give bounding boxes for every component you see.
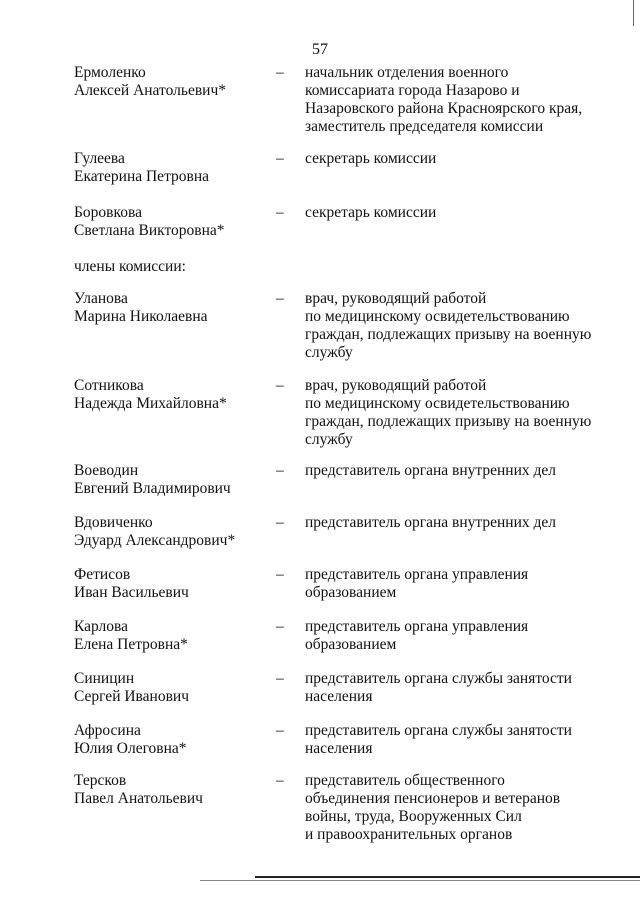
- scan-edge-mark: [633, 0, 634, 26]
- member-role-line: представитель общественного: [305, 772, 505, 789]
- member-role-line: врач, руководящий работой: [305, 377, 487, 394]
- member-role: [305, 566, 605, 602]
- member-surname: Карлова: [74, 618, 129, 635]
- member-given-names: Эдуард Александрович*: [74, 532, 236, 549]
- member-surname: Вдовиченко: [74, 514, 153, 531]
- member-role: [305, 64, 605, 136]
- member-given-names: Елена Петровна*: [74, 636, 188, 653]
- member-role: [305, 377, 605, 449]
- member-role: [305, 462, 605, 480]
- dash-separator: –: [276, 462, 284, 479]
- member-role: [305, 150, 605, 168]
- member-role: [305, 618, 605, 654]
- member-role-line: Назаровского района Красноярского края,: [305, 100, 583, 117]
- member-surname: Фетисов: [74, 566, 131, 583]
- dash-separator: –: [276, 670, 284, 687]
- member-role: [305, 204, 605, 222]
- member-given-names: Юлия Олеговна*: [74, 740, 187, 757]
- member-name: [74, 290, 274, 326]
- member-surname: Афросина: [74, 722, 141, 739]
- member-name: [74, 150, 274, 186]
- member-role-line: граждан, подлежащих призыву на военную: [305, 326, 592, 343]
- member-surname: Сотникова: [74, 377, 144, 394]
- member-role-line: врач, руководящий работой: [305, 290, 487, 307]
- member-given-names: Марина Николаевна: [74, 308, 208, 325]
- member-given-names: Екатерина Петровна: [74, 168, 210, 185]
- dash-separator: –: [276, 204, 284, 221]
- member-role-line: населения: [305, 740, 373, 757]
- member-role-line: начальник отделения военного: [305, 64, 509, 81]
- member-role-line: службу: [305, 431, 353, 448]
- member-surname: Терсков: [74, 772, 127, 789]
- member-role-line: секретарь комиссии: [305, 150, 437, 167]
- member-role-line: войны, труда, Вооруженных Сил: [305, 808, 522, 825]
- member-role: [305, 722, 605, 758]
- member-role-line: населения: [305, 688, 373, 705]
- bottom-rule: [255, 876, 640, 878]
- dash-separator: –: [276, 64, 284, 81]
- section-label-members: члены комиссии:: [74, 258, 186, 275]
- member-role-line: образованием: [305, 584, 397, 601]
- member-name: [74, 64, 274, 100]
- member-name: [74, 514, 274, 550]
- member-role-line: службу: [305, 344, 353, 361]
- member-role: [305, 514, 605, 532]
- bottom-rule-thin: [200, 880, 640, 881]
- member-surname: Уланова: [74, 290, 128, 307]
- dash-separator: –: [276, 514, 284, 531]
- member-name: [74, 462, 274, 498]
- member-role: [305, 670, 605, 706]
- member-role: [305, 290, 605, 362]
- member-name: [74, 566, 274, 602]
- member-role-line: комиссариата города Назарово и: [305, 82, 520, 99]
- member-name: [74, 204, 274, 240]
- page-number: 57: [312, 41, 328, 58]
- member-role-line: по медицинскому освидетельствованию: [305, 395, 570, 412]
- member-role: [305, 772, 605, 844]
- member-role-line: секретарь комиссии: [305, 204, 437, 221]
- member-name: [74, 772, 274, 808]
- member-given-names: Надежда Михайловна*: [74, 395, 227, 412]
- member-surname: Воеводин: [74, 462, 139, 479]
- dash-separator: –: [276, 150, 284, 167]
- member-role-line: объединения пенсионеров и ветеранов: [305, 790, 561, 807]
- member-role-line: представитель органа внутренних дел: [305, 462, 557, 479]
- dash-separator: –: [276, 772, 284, 789]
- member-name: [74, 377, 274, 413]
- dash-separator: –: [276, 290, 284, 307]
- member-name: [74, 670, 274, 706]
- member-role-line: представитель органа службы занятости: [305, 722, 572, 739]
- member-role-line: и правоохранительных органов: [305, 826, 513, 843]
- member-role-line: представитель органа внутренних дел: [305, 514, 557, 531]
- member-surname: Ермоленко: [74, 64, 146, 81]
- member-role-line: представитель органа управления: [305, 618, 529, 635]
- member-role-line: граждан, подлежащих призыву на военную: [305, 413, 592, 430]
- member-given-names: Иван Васильевич: [74, 584, 189, 601]
- dash-separator: –: [276, 618, 284, 635]
- member-role-line: заместитель председателя комиссии: [305, 118, 544, 135]
- member-role-line: представитель органа службы занятости: [305, 670, 572, 687]
- member-surname: Боровкова: [74, 204, 142, 221]
- member-given-names: Алексей Анатольевич*: [74, 82, 226, 99]
- member-surname: Гулеева: [74, 150, 125, 167]
- dash-separator: –: [276, 566, 284, 583]
- member-surname: Синицин: [74, 670, 135, 687]
- member-name: [74, 722, 274, 758]
- member-given-names: Светлана Викторовна*: [74, 222, 225, 239]
- member-role-line: представитель органа управления: [305, 566, 529, 583]
- dash-separator: –: [276, 722, 284, 739]
- member-role-line: по медицинскому освидетельствованию: [305, 308, 570, 325]
- member-role-line: образованием: [305, 636, 397, 653]
- member-name: [74, 618, 274, 654]
- dash-separator: –: [276, 377, 284, 394]
- member-given-names: Сергей Иванович: [74, 688, 190, 705]
- member-given-names: Павел Анатольевич: [74, 790, 203, 807]
- member-given-names: Евгений Владимирович: [74, 480, 231, 497]
